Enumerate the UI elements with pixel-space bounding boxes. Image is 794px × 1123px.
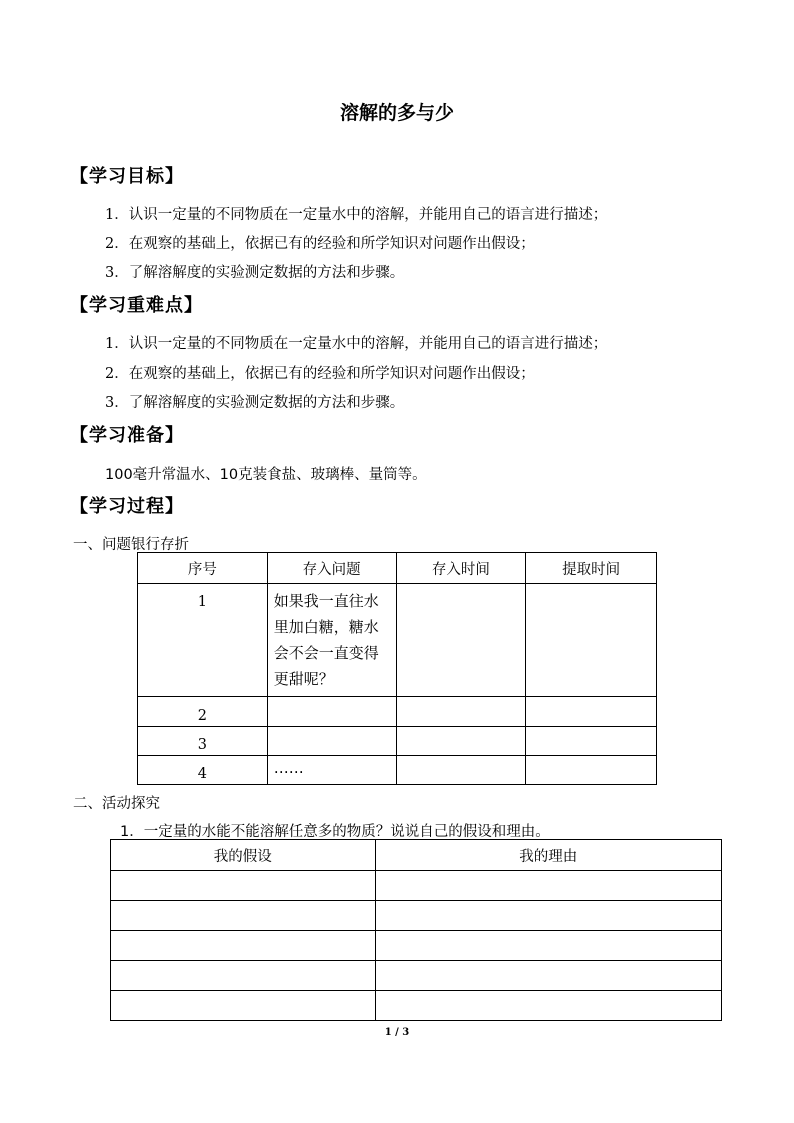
goal-item-3-num: 3． (105, 265, 129, 281)
cell-deposit-time[interactable] (396, 584, 526, 697)
key-item-2 (105, 362, 535, 383)
cell-deposit-time[interactable] (396, 727, 526, 756)
cell-deposit-time[interactable] (396, 756, 526, 785)
part2-title: 二、活动探究 (73, 796, 160, 812)
key-item-2-num: 2． (105, 366, 129, 382)
col-header-reason: 我的理由 (375, 840, 721, 871)
cell-deposit-time[interactable] (396, 697, 526, 727)
cell-question[interactable] (267, 697, 396, 727)
table-row (111, 871, 722, 901)
table-row (138, 697, 657, 727)
cell-hypothesis[interactable] (111, 961, 376, 991)
col-header-hypothesis: 我的假设 (111, 840, 376, 871)
cell-reason[interactable] (375, 901, 721, 931)
cell-reason[interactable] (375, 871, 721, 901)
cell-hypothesis[interactable] (111, 931, 376, 961)
key-item-1-num: 1． (105, 336, 129, 352)
col-header-deposit-time: 存入时间 (396, 553, 526, 584)
heading-key-points: 【学习重难点】 (70, 295, 203, 316)
cell-hypothesis[interactable] (111, 901, 376, 931)
key-item-3-num: 3． (105, 395, 129, 411)
table-row (111, 931, 722, 961)
goal-item-1-num: 1． (105, 207, 129, 223)
part1-title: 一、问题银行存折 (73, 537, 189, 553)
cell-question: …… (267, 756, 396, 785)
cell-reason[interactable] (375, 931, 721, 961)
goal-item-1 (105, 203, 607, 224)
cell-withdraw-time[interactable] (526, 697, 657, 727)
heading-preparation: 【学习准备】 (70, 425, 184, 446)
cell-withdraw-time[interactable] (526, 756, 657, 785)
goal-item-3-text: 了解溶解度的实验测定数据的方法和步骤。 (128, 265, 405, 281)
key-item-3 (105, 391, 404, 412)
key-item-1-text: 认识一定量的不同物质在一定量水中的溶解，并能用自己的语言进行描述； (128, 336, 608, 352)
cell-question: 如果我一直往水里加白糖，糖水会不会一直变得更甜呢？ (267, 584, 396, 697)
hypothesis-table (110, 839, 722, 1021)
cell-question[interactable] (267, 727, 396, 756)
goal-item-2 (105, 232, 535, 253)
cell-seq: 3 (138, 727, 268, 756)
table-row (138, 756, 657, 785)
key-item-2-text: 在观察的基础上，依据已有的经验和所学知识对问题作出假设； (128, 366, 535, 382)
question-bank-table (137, 552, 657, 785)
goal-item-2-num: 2． (105, 236, 129, 252)
document-title: 溶解的多与少 (339, 102, 454, 124)
page-number: 1 / 3 (384, 1027, 410, 1038)
key-item-3-text: 了解溶解度的实验测定数据的方法和步骤。 (128, 395, 405, 411)
goal-item-1-text: 认识一定量的不同物质在一定量水中的溶解，并能用自己的语言进行描述； (128, 207, 608, 223)
cell-reason[interactable] (375, 991, 721, 1021)
col-header-withdraw-time: 提取时间 (526, 553, 657, 584)
activity-question: 1．一定量的水能不能溶解任意多的物质？说说自己的假设和理由。 (120, 824, 550, 840)
cell-withdraw-time[interactable] (526, 584, 657, 697)
table-header-row (111, 840, 722, 871)
table-row (138, 584, 657, 697)
cell-seq: 2 (138, 697, 268, 727)
table-row (138, 727, 657, 756)
cell-withdraw-time[interactable] (526, 727, 657, 756)
col-header-question: 存入问题 (267, 553, 396, 584)
table-header-row (138, 553, 657, 584)
cell-reason[interactable] (375, 961, 721, 991)
heading-goals: 【学习目标】 (70, 166, 184, 187)
key-item-1 (105, 332, 607, 353)
col-header-seq: 序号 (138, 553, 268, 584)
goal-item-3 (105, 261, 404, 282)
cell-seq: 4 (138, 756, 268, 785)
table-row (111, 961, 722, 991)
cell-seq: 1 (138, 584, 268, 697)
goal-item-2-text: 在观察的基础上，依据已有的经验和所学知识对问题作出假设； (128, 236, 535, 252)
heading-process: 【学习过程】 (70, 496, 184, 517)
cell-hypothesis[interactable] (111, 871, 376, 901)
cell-hypothesis[interactable] (111, 991, 376, 1021)
table-row (111, 991, 722, 1021)
preparation-text: 100毫升常温水、10克装食盐、玻璃棒、量筒等。 (105, 467, 427, 483)
table-row (111, 901, 722, 931)
